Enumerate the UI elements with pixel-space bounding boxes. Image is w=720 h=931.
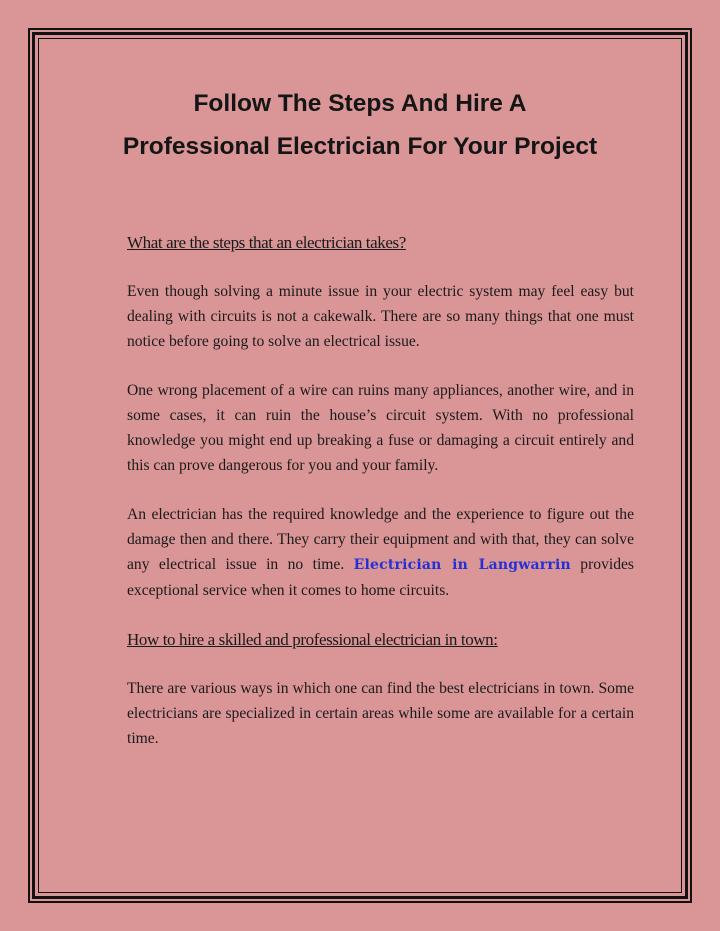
title-line-2: Professional Electrician For Your Project — [122, 133, 598, 160]
paragraph-text-after-link: provides exceptional service when it comes to home circuits. — [127, 556, 634, 599]
section-heading-steps: What are the steps that an electrician takes? — [127, 233, 406, 252]
paragraph-text-before-link: An electrician has the required knowledge and the experience to figure out the damage then and there. They carry their equipment and with that, they can solve any electrical issue in no time. — [127, 506, 634, 573]
document-body — [127, 230, 634, 775]
document-title — [100, 82, 620, 168]
paragraph-wire-risk: One wrong placement of a wire can ruins many appliances, another wire, and in some cases, it can ruin the house’s circuit system. With no professional knowledge you might end up breaking a fuse or damaging a circuit entirely and this can prove dangerous for you and your family. — [127, 382, 634, 474]
section-heading-hire: How to hire a skilled and professional electrician in town: — [127, 630, 498, 649]
paragraph-electrician-knowledge — [127, 502, 634, 603]
paragraph-intro: Even though solving a minute issue in your electric system may feel easy but dealing with circuits is not a cakewalk. There are so many things that one must notice before going to solve an electrical issue. — [127, 283, 634, 350]
title-line-1: Follow The Steps And Hire A — [193, 90, 527, 117]
paragraph-find-electricians: There are various ways in which one can find the best electricians in town. Some electricians are specialized in certain areas while some are available for a certain time. — [127, 680, 634, 747]
electrician-langwarrin-link[interactable]: Electrician in Langwarrin — [353, 557, 571, 573]
